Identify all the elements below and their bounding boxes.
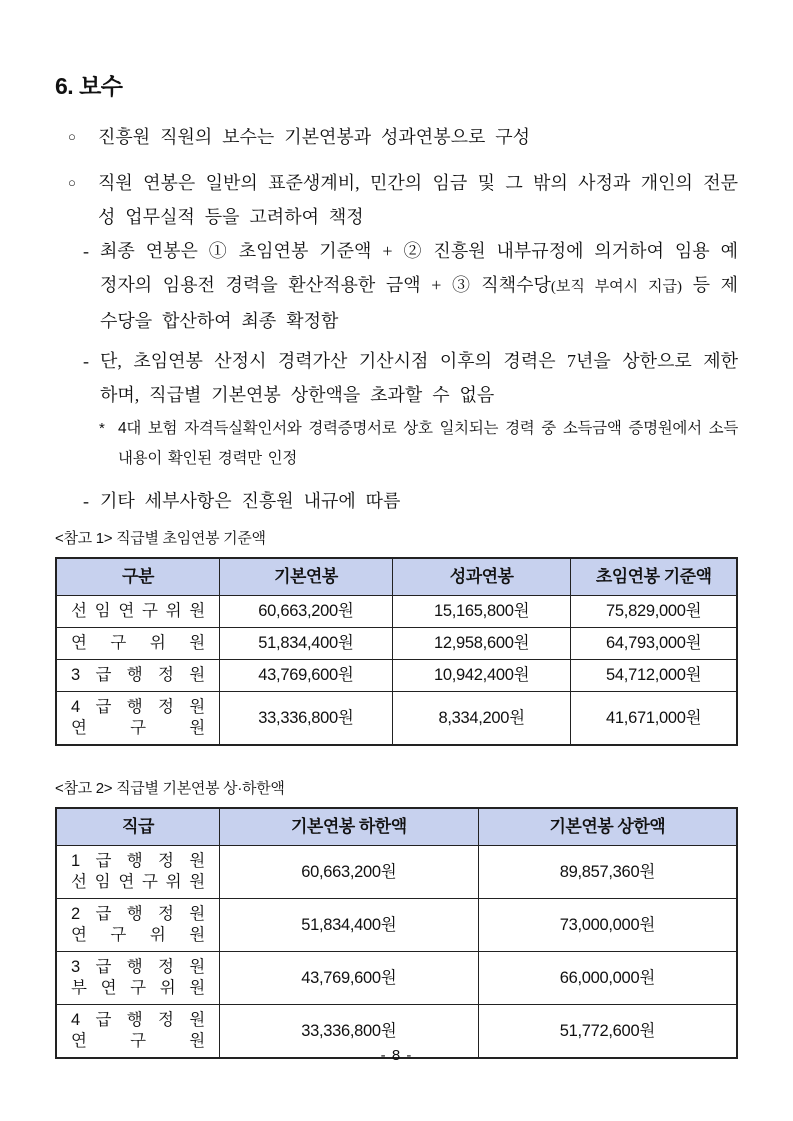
- table-salary-limits: [55, 807, 738, 1059]
- value-cell: 8,334,200원: [392, 692, 570, 746]
- rank-cell: 4 급 행 정 원 연 구 원: [56, 1005, 219, 1059]
- table-starting-salary: [55, 557, 738, 746]
- bullet-item: [68, 166, 738, 234]
- dash-text: 단, 초임연봉 산정시 경력가산 기산시점 이후의 경력은 7년을 상한으로 제한하며, 직급별 기본연봉 상한액을 초과할 수 없음: [100, 351, 738, 405]
- value-cell: 75,829,000원: [571, 596, 737, 628]
- column-header: 직급: [56, 808, 219, 846]
- table2-caption: <참고 2> 직급별 기본연봉 상·하한액: [55, 780, 285, 797]
- dash-text: [100, 234, 738, 338]
- value-cell: 64,793,000원: [571, 628, 737, 660]
- value-cell: 12,958,600원: [392, 628, 570, 660]
- column-header: 기본연봉 하한액: [219, 808, 478, 846]
- value-cell: 33,336,800원: [219, 692, 392, 746]
- table-row: [56, 952, 737, 1005]
- footnote-text: 4대 보험 자격득실확인서와 경력증명서로 상호 일치되는 경력 중 소득금액 증명원에서 소득내용이 확인된 경력만 인정: [118, 420, 738, 467]
- rank-cell: 4 급 행 정 원 연 구 원: [56, 692, 219, 746]
- rank-cell: 3 급 행 정 원: [56, 660, 219, 692]
- value-cell: 66,000,000원: [478, 952, 737, 1005]
- column-header: 기본연봉 상한액: [478, 808, 737, 846]
- dash-text: 기타 세부사항은 진흥원 내규에 따름: [100, 491, 401, 511]
- value-cell: 60,663,200원: [219, 596, 392, 628]
- dash-marker: -: [83, 241, 89, 261]
- table-header-row: [56, 558, 737, 596]
- value-cell: 33,336,800원: [219, 1005, 478, 1059]
- value-cell: 89,857,360원: [478, 846, 737, 899]
- table-row: [56, 692, 737, 746]
- value-cell: 43,769,600원: [219, 660, 392, 692]
- dash-marker: -: [83, 491, 89, 511]
- bullet-text: 직원 연봉은 일반의 표준생계비, 민간의 임금 및 그 밖의 사정과 개인의 전문성 업무실적 등을 고려하여 책정: [98, 173, 738, 227]
- rank-cell: 연 구 위 원: [56, 628, 219, 660]
- rank-cell: 선 임 연 구 위 원: [56, 596, 219, 628]
- value-cell: 15,165,800원: [392, 596, 570, 628]
- table-row: [56, 660, 737, 692]
- value-cell: 43,769,600원: [219, 952, 478, 1005]
- rank-cell: 3 급 행 정 원 부 연 구 위 원: [56, 952, 219, 1005]
- column-header: 초임연봉 기준액: [571, 558, 737, 596]
- dash-item: [83, 234, 738, 338]
- dash-item: [83, 344, 738, 412]
- column-header: 성과연봉: [392, 558, 570, 596]
- asterisk-marker: *: [99, 420, 105, 437]
- rank-cell: 1 급 행 정 원 선 임 연 구 위 원: [56, 846, 219, 899]
- value-cell: 51,834,400원: [219, 899, 478, 952]
- bullet-item: [68, 120, 738, 154]
- table1-caption: <참고 1> 직급별 초임연봉 기준액: [55, 530, 266, 547]
- dash-marker: -: [83, 351, 89, 371]
- dash-text-tail: 등 제수당을 합산하여 최종 확정함: [100, 275, 738, 331]
- table-header-row: [56, 808, 737, 846]
- value-cell: 73,000,000원: [478, 899, 737, 952]
- value-cell: 10,942,400원: [392, 660, 570, 692]
- column-header: 구분: [56, 558, 219, 596]
- section-title: 6. 보수: [55, 73, 123, 99]
- value-cell: 41,671,000원: [571, 692, 737, 746]
- rank-cell: 2 급 행 정 원 연 구 위 원: [56, 899, 219, 952]
- value-cell: 51,772,600원: [478, 1005, 737, 1059]
- table-row: [56, 628, 737, 660]
- circle-bullet-marker: ○: [68, 175, 76, 190]
- page-number: - 8 -: [380, 1047, 413, 1064]
- bullet-text: 진흥원 직원의 보수는 기본연봉과 성과연봉으로 구성: [98, 127, 531, 147]
- value-cell: 54,712,000원: [571, 660, 737, 692]
- table-row: [56, 899, 737, 952]
- value-cell: 51,834,400원: [219, 628, 392, 660]
- value-cell: 60,663,200원: [219, 846, 478, 899]
- dash-text-paren: (보직 부여시 지급): [550, 279, 682, 295]
- column-header: 기본연봉: [219, 558, 392, 596]
- table-row: [56, 846, 737, 899]
- table-row: [56, 596, 737, 628]
- circle-bullet-marker: ○: [68, 129, 76, 144]
- dash-text-main: 최종 연봉은 ① 초임연봉 기준액 + ② 진흥원 내부규정에 의거하여 임용 예정자의 임용전 경력을 환산적용한 금액 + ③ 직책수당: [100, 241, 738, 295]
- footnote-item: [99, 414, 738, 474]
- dash-item: [83, 484, 738, 518]
